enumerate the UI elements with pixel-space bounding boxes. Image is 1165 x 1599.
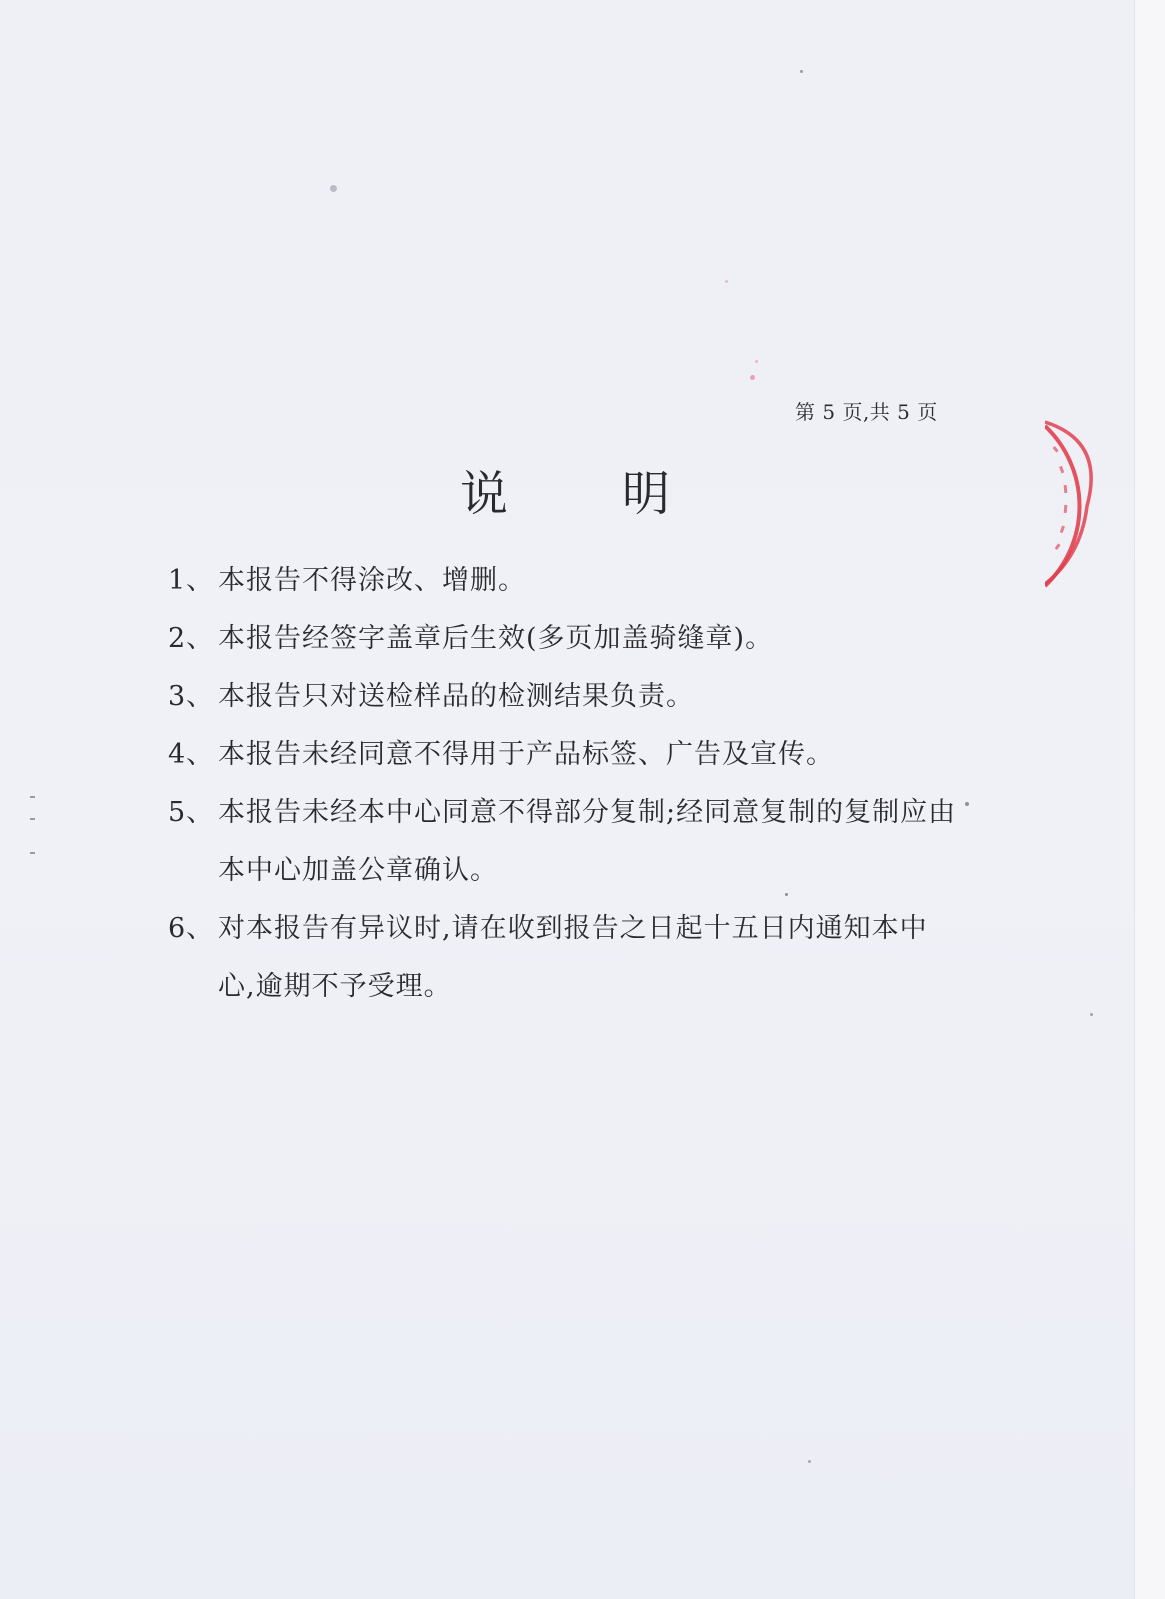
scan-edge xyxy=(1134,0,1165,1599)
note-number: 6、 xyxy=(168,913,215,944)
scan-speck xyxy=(1090,1013,1093,1016)
page-number: 第 5 页,共 5 页 xyxy=(795,400,938,424)
notes-list xyxy=(168,552,968,1016)
note-text: 本报告只对送检样品的检测结果负责。 xyxy=(218,681,694,712)
official-seal-stamp xyxy=(1045,416,1165,596)
binding-hole-mark xyxy=(30,796,35,798)
note-number: 2、 xyxy=(168,623,215,654)
title-char-2: 明 xyxy=(621,466,670,522)
seal-ring xyxy=(1045,426,1080,586)
note-number: 1、 xyxy=(168,565,215,596)
note-text: 对本报告有异议时,请在收到报告之日起十五日内通知本中心,逾期不予受理。 xyxy=(218,913,928,1002)
note-number: 3、 xyxy=(168,681,215,712)
scan-speck xyxy=(750,375,755,380)
note-text: 本报告未经同意不得用于产品标签、广告及宣传。 xyxy=(218,739,834,770)
note-number: 4、 xyxy=(168,739,215,770)
title-char-1: 说 xyxy=(460,466,509,522)
binding-hole-mark xyxy=(30,818,35,820)
note-text: 本报告经签字盖章后生效(多页加盖骑缝章)。 xyxy=(218,623,774,654)
note-item xyxy=(168,668,968,726)
scan-speck xyxy=(330,185,337,192)
scan-speck xyxy=(800,70,803,73)
note-item xyxy=(168,552,968,610)
seal-fragment-marks xyxy=(1053,446,1068,550)
note-item xyxy=(168,784,968,900)
scan-speck xyxy=(755,360,758,363)
seal-ring xyxy=(1045,422,1091,584)
note-text: 本报告未经本中心同意不得部分复制;经同意复制的复制应由本中心加盖公章确认。 xyxy=(218,797,957,886)
scan-speck xyxy=(808,1460,811,1463)
note-number: 5、 xyxy=(168,797,215,828)
scan-speck xyxy=(725,280,728,283)
note-item xyxy=(168,726,968,784)
note-item xyxy=(168,900,968,1016)
note-text: 本报告不得涂改、增删。 xyxy=(218,565,526,596)
binding-hole-mark xyxy=(30,852,35,854)
document-title xyxy=(460,466,670,522)
note-item xyxy=(168,610,968,668)
